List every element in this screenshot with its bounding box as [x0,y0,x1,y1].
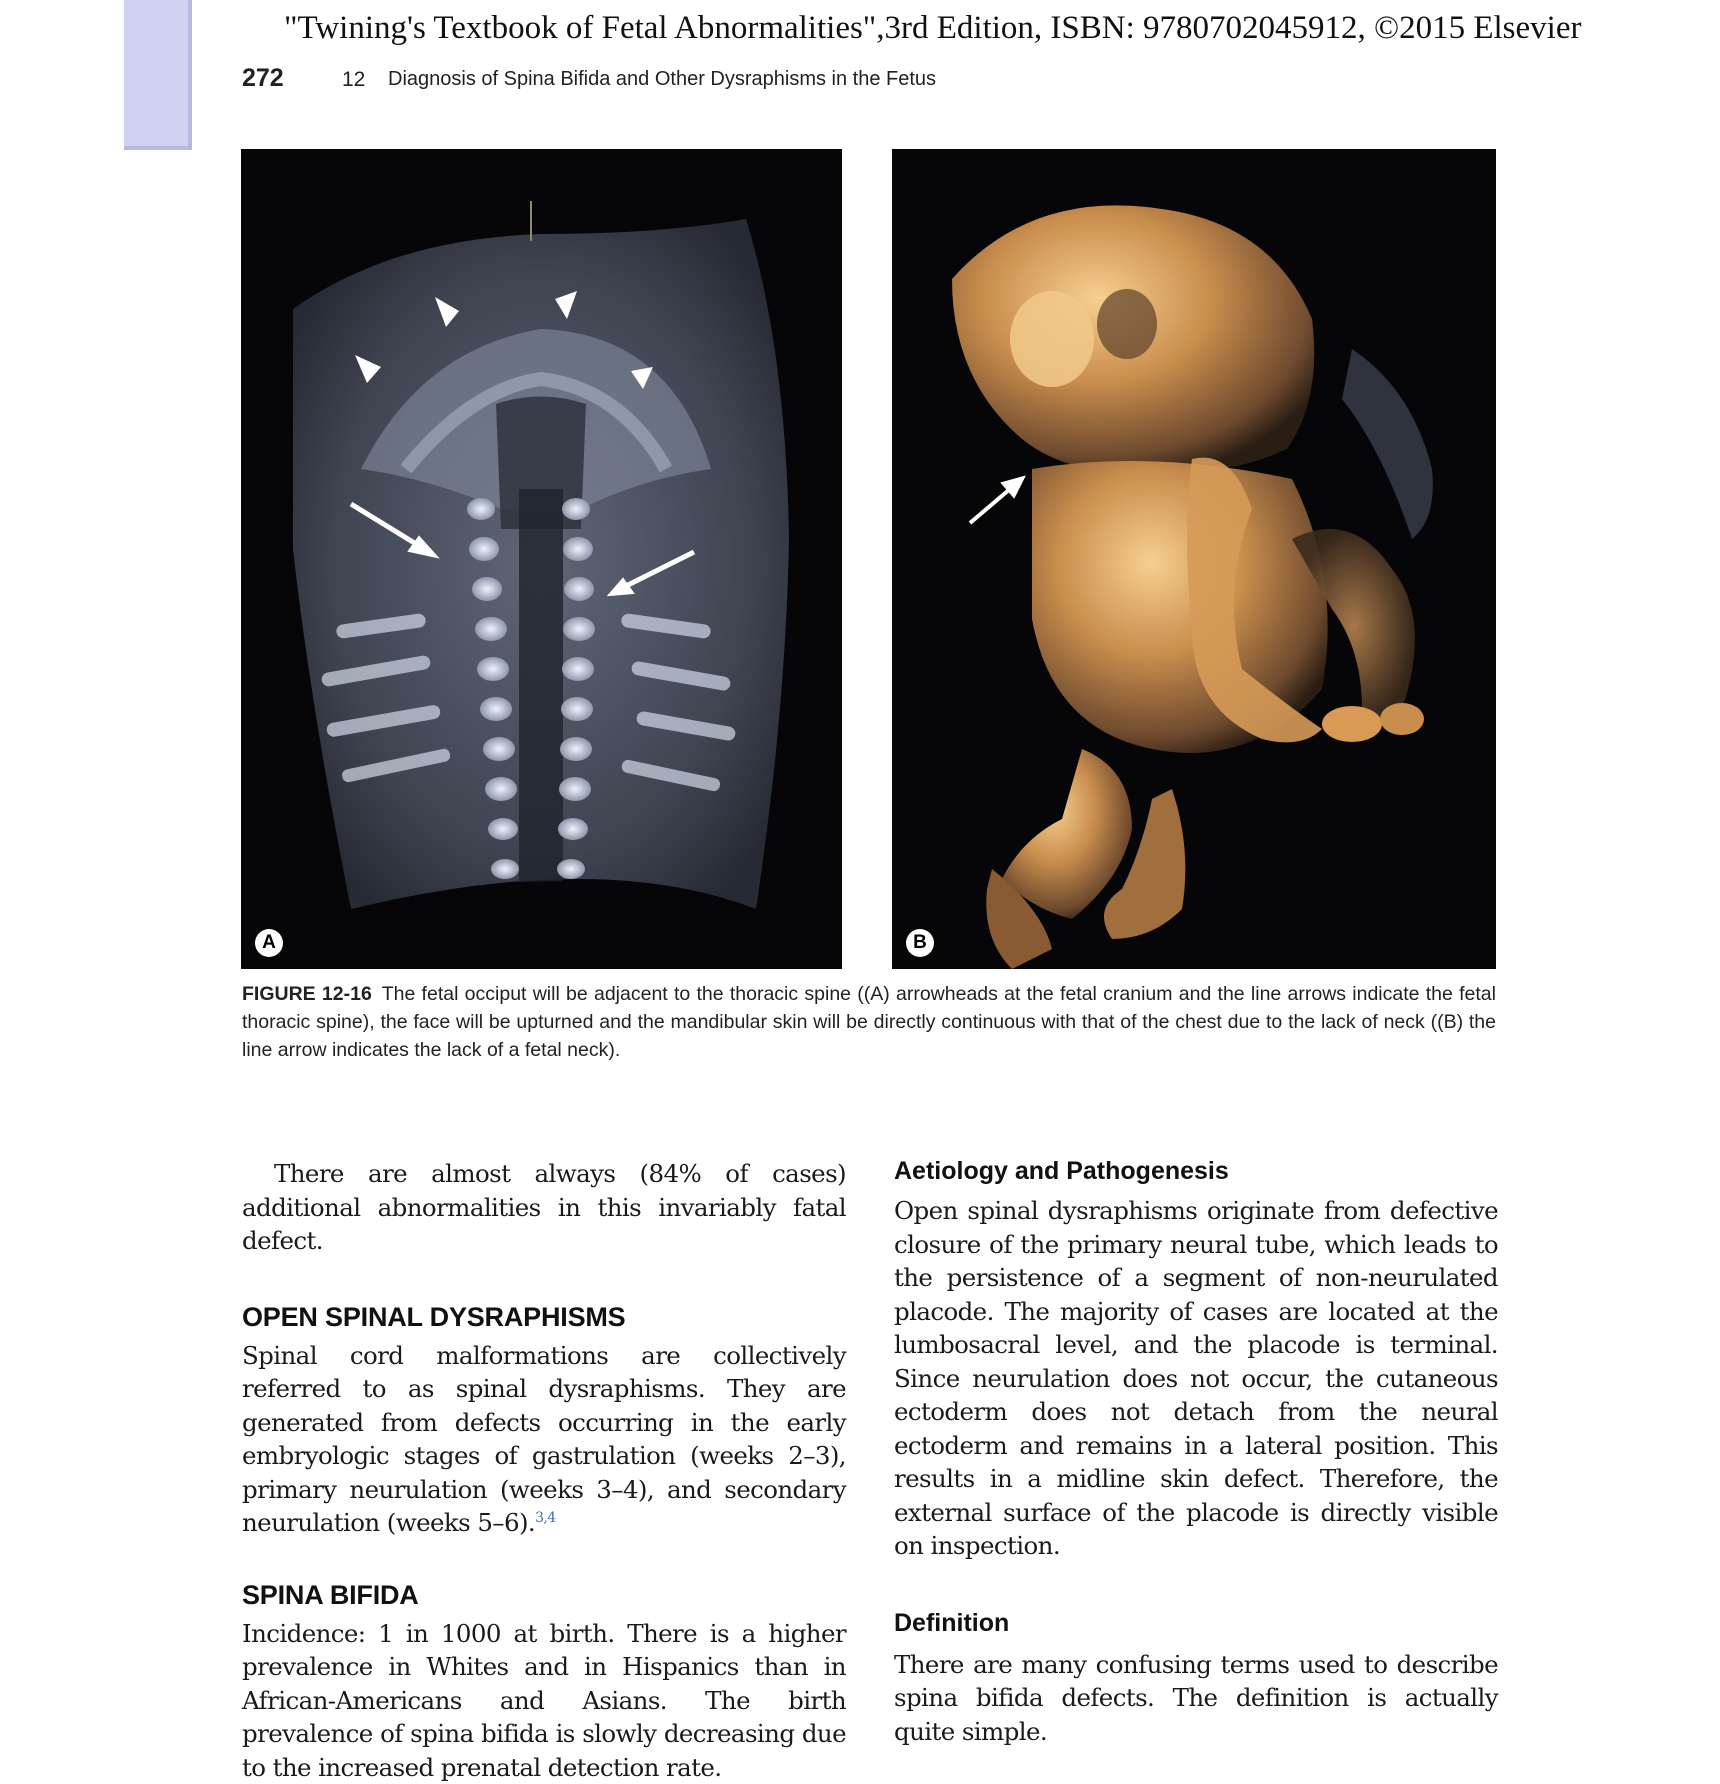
subsection-paragraph-definition: There are many confusing terms used to describe spina bifida defects. The definition is actually quite simple. [894,1648,1498,1749]
figure-label: FIGURE 12-16 [242,983,372,1005]
copyright-watermark: "Twining's Textbook of Fetal Abnormalities",3rd Edition, ISBN: 9780702045912, ©2015 Elsevier [284,10,1581,47]
intro-paragraph: There are almost always (84% of cases) additional abnormalities in this invariably fatal defect. [242,1157,846,1258]
subsection-heading-aetiology: Aetiology and Pathogenesis [894,1157,1498,1186]
section-heading-spina-bifida: SPINA BIFIDA [242,1580,846,1611]
section-paragraph-incidence: Incidence: 1 in 1000 at birth. There is a higher prevalence in Whites and in Hispanics than in African-Americans and Asians. The birth prevalence of spina bifida is slowly decreasing due to the increased prenatal detection rate. [242,1617,846,1784]
section-heading-open-spinal-dysraphisms: OPEN SPINAL DYSRAPHISMS [242,1302,846,1333]
line-arrow [970,489,1010,523]
chapter-number: 12 [342,68,365,92]
reference-link[interactable]: 3,4 [535,1510,555,1526]
right-column [894,1157,1498,1748]
ultrasound-spine-image [241,149,842,969]
subsection-heading-definition: Definition [894,1609,1498,1638]
paragraph-text: Spinal cord malformations are collectively referred to as spinal dysraphisms. They are generated from defects occurring in the early embryologic stages of gastrulation (weeks 2–3), primary neurulation (weeks 3–4), and secondary neurulation (weeks 5–6). [242,1341,846,1538]
page-number: 272 [242,64,284,92]
3d-ultrasound-fetus-image [892,149,1496,969]
line-arrow-neck [970,477,1024,523]
panel-label-a: A [255,929,283,957]
figure-caption [242,980,1496,1064]
chapter-title: Diagnosis of Spina Bifida and Other Dysraphisms in the Fetus [388,68,936,91]
running-head [242,64,284,93]
caption-text: The fetal occiput will be adjacent to the thoracic spine ((A) arrowheads at the fetal cranium and the line arrows indicate the fetal thoracic spine), the face will be upturned and the mandibular skin will be directly continuous with that of the chest due to the lack of neck ((B) the line arrow indicates the lack of a fetal neck). [242,983,1496,1061]
figure-panel-b [892,149,1496,969]
page-tab-marker [124,0,192,150]
section-paragraph-dysraphisms [242,1339,846,1540]
panel-label-b: B [906,929,934,957]
left-column [242,1157,846,1784]
figure-panel-a [241,149,842,969]
subsection-paragraph-aetiology: Open spinal dysraphisms originate from defective closure of the primary neural tube, which leads to the persistence of a segment of non-neurulated placode. The majority of cases are located at the lumbosacral level, and the placode is terminal. Since neurulation does not occur, the cutaneous ectoderm does not detach from the neural ectoderm and remains in a lateral position. This results in a midline skin defect. Therefore, the external surface of the placode is directly visible on inspection. [894,1194,1498,1563]
